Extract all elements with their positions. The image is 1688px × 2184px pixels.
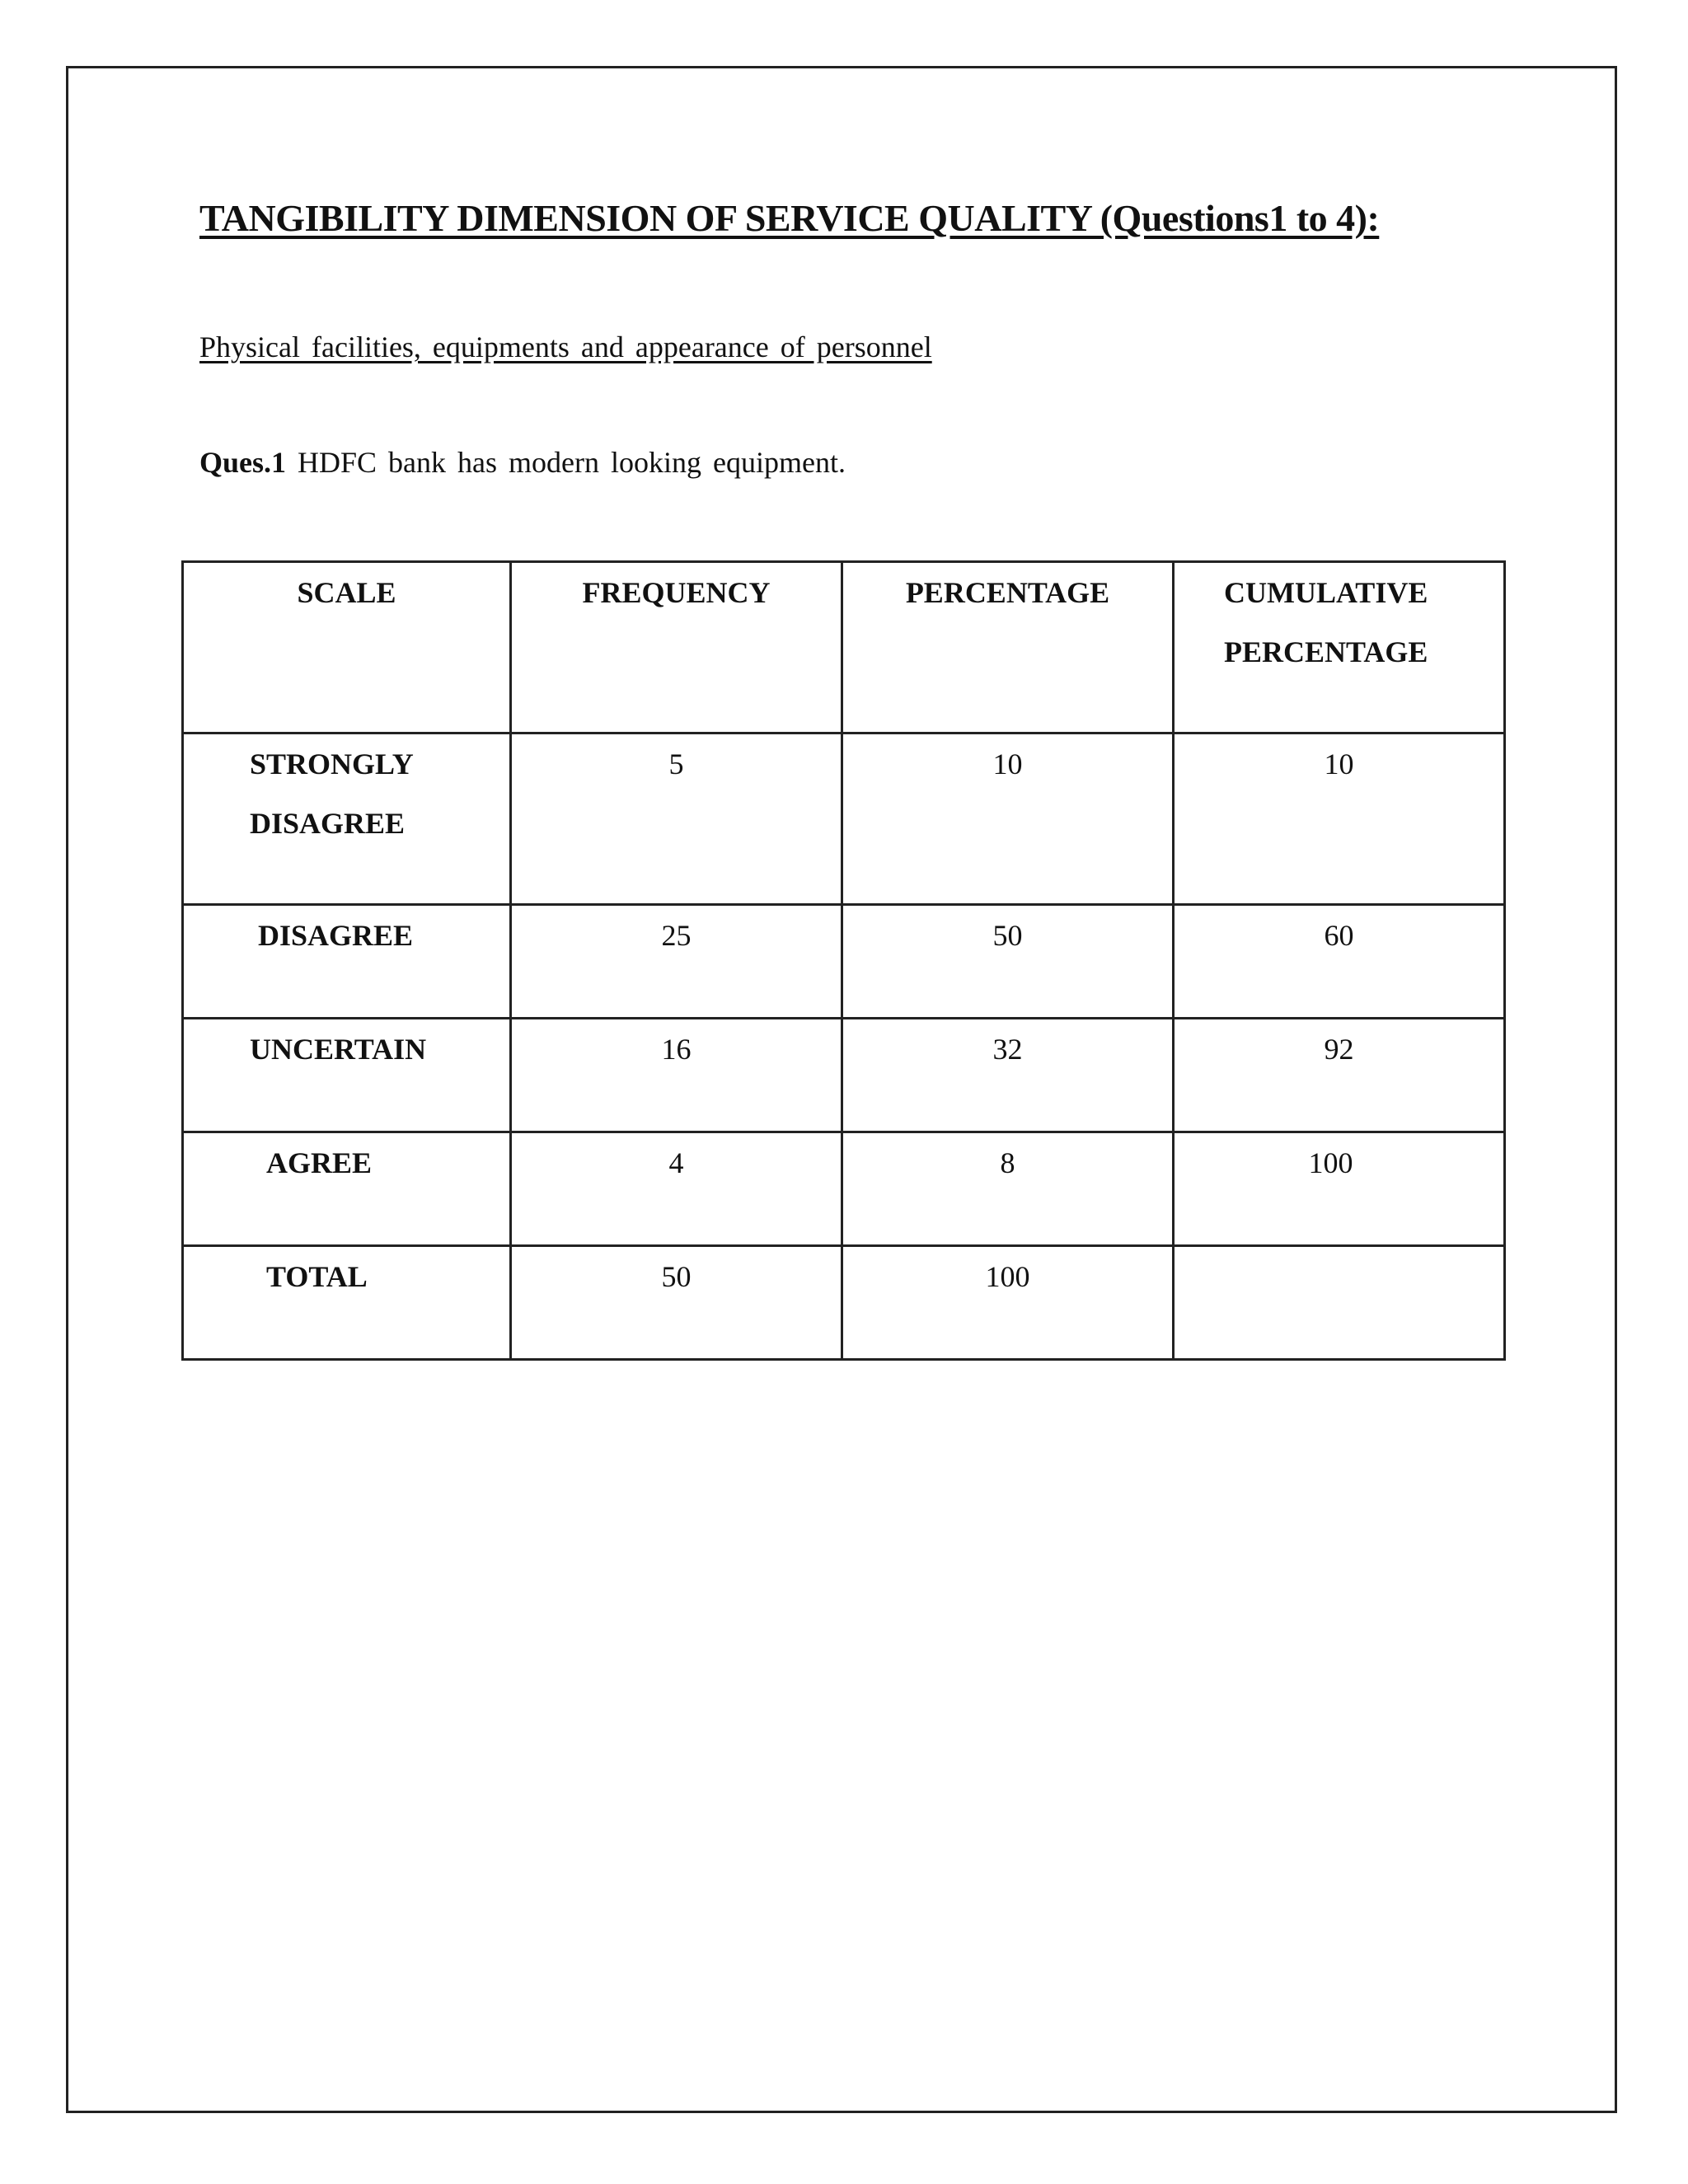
header-cumulative-line2: PERCENTAGE [1224, 635, 1428, 668]
percentage-cell: 50 [842, 905, 1174, 1019]
table-row [183, 1246, 1505, 1360]
table-row [183, 1019, 1505, 1132]
header-percentage: PERCENTAGE [842, 562, 1174, 733]
scale-label-line2: DISAGREE [250, 807, 406, 840]
percentage-cell: 10 [842, 733, 1174, 905]
scale-cell [183, 1246, 511, 1360]
table-row [183, 733, 1505, 905]
scale-cell [183, 1019, 511, 1132]
cumulative-cell: 92 [1174, 1019, 1505, 1132]
header-frequency: FREQUENCY [511, 562, 842, 733]
percentage-cell: 8 [842, 1132, 1174, 1246]
section-subtitle: Physical facilities, equipments and appearance of personnel [199, 330, 932, 363]
header-cumulative-percentage [1174, 562, 1505, 733]
table-row [183, 1132, 1505, 1246]
frequency-cell: 25 [511, 905, 842, 1019]
header-scale: SCALE [183, 562, 511, 733]
scale-label-line1: AGREE [266, 1146, 373, 1179]
header-cumulative-line1: CUMULATIVE [1224, 576, 1428, 609]
question-line [199, 445, 846, 480]
percentage-cell: 100 [842, 1246, 1174, 1360]
scale-cell [183, 905, 511, 1019]
page-title: TANGIBILITY DIMENSION OF SERVICE QUALITY (Questions1 to 4): [199, 197, 1380, 239]
scale-cell [183, 1132, 511, 1246]
cumulative-cell: 10 [1174, 733, 1505, 905]
question-label: Ques.1 [199, 446, 287, 479]
table-row [183, 905, 1505, 1019]
frequency-cell: 16 [511, 1019, 842, 1132]
frequency-cell: 5 [511, 733, 842, 905]
scale-label-line1: TOTAL [266, 1260, 368, 1293]
question-text: HDFC bank has modern looking equipment. [286, 446, 846, 479]
frequency-cell: 50 [511, 1246, 842, 1360]
scale-label-line1: UNCERTAIN [250, 1033, 427, 1066]
scale-label-line1: STRONGLY [250, 748, 414, 780]
frequency-table [181, 560, 1506, 1361]
table-header-row [183, 562, 1505, 733]
cumulative-cell [1174, 1246, 1505, 1360]
scale-label-line1: DISAGREE [258, 919, 414, 952]
scale-cell [183, 733, 511, 905]
frequency-cell: 4 [511, 1132, 842, 1246]
percentage-cell: 32 [842, 1019, 1174, 1132]
cumulative-cell: 60 [1174, 905, 1505, 1019]
cumulative-cell: 100 [1174, 1132, 1505, 1246]
